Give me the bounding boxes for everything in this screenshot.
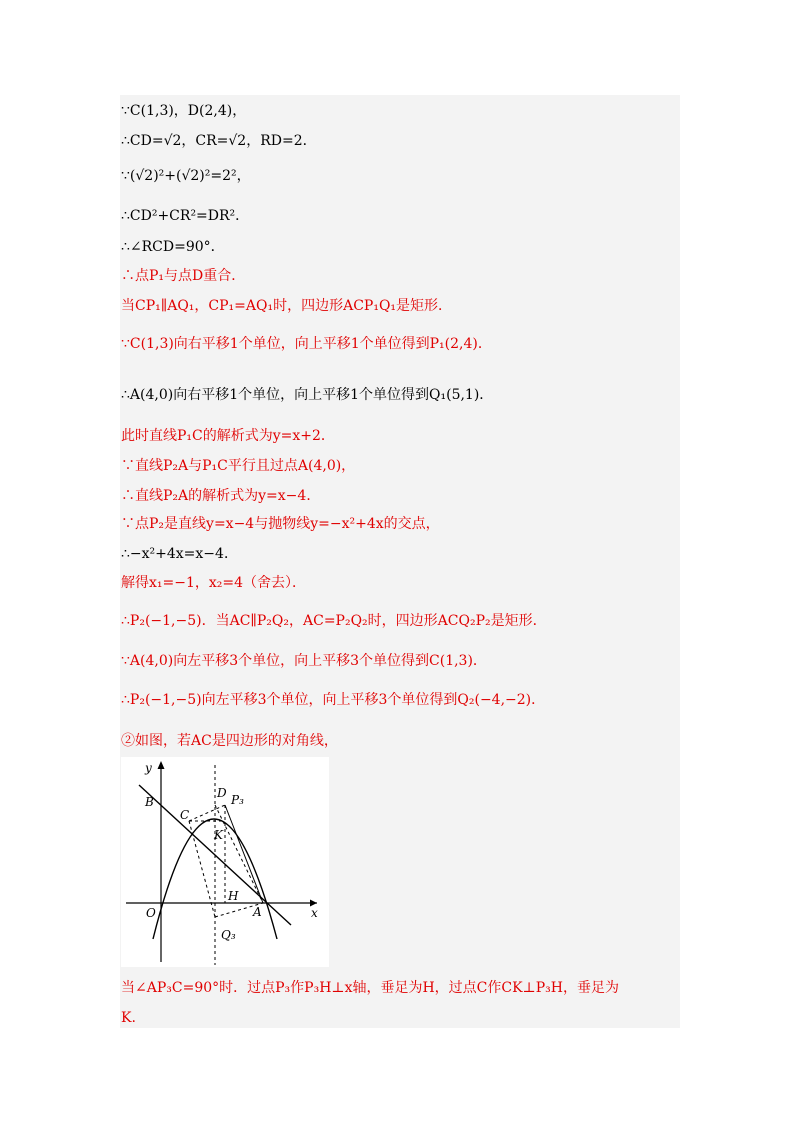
label-x: x: [311, 906, 318, 920]
text-line-11: ∵直线P₂A与P₁C平行且过点A(4,0)，: [121, 458, 356, 474]
text-line-4: ∴CD²+CR²=DR²．: [121, 208, 250, 224]
label-k: K: [214, 828, 223, 842]
label-q3: Q₃: [221, 928, 236, 942]
geometry-figure: [121, 757, 329, 967]
label-a: A: [253, 905, 262, 919]
text-line-19: ②如图，若AC是四边形的对角线，: [121, 733, 338, 749]
text-line-6: ∴点P₁与点D重合．: [121, 268, 246, 284]
label-b: B: [145, 795, 154, 809]
text-line-16: ∴P₂(−1,−5)．当AC∥P₂Q₂，AC=P₂Q₂时，四边形ACQ₂P₂是矩形．: [121, 613, 547, 629]
label-o: O: [146, 906, 156, 920]
label-d: D: [217, 786, 227, 800]
text-line-15: 解得x₁=−1，x₂=4（舍去）．: [121, 575, 307, 591]
y-axis-arrow: [158, 761, 165, 769]
text-line-1: ∵C(1,3)，D(2,4)，: [121, 103, 247, 119]
text-line-20: 当∠AP₃C=90°时．过点P₃作P₃H⊥x轴，垂足为H，过点C作CK⊥P₃H，垂足为: [121, 980, 619, 996]
text-line-8: ∵C(1,3)向右平移1个单位，向上平移1个单位得到P₁(2,4)．: [121, 336, 492, 352]
label-p3: P₃: [231, 793, 244, 807]
dashed-da: [215, 805, 263, 903]
label-c: C: [180, 808, 190, 822]
label-y: y: [145, 761, 152, 775]
text-line-21: K.: [121, 1010, 136, 1026]
text-line-10: 此时直线P₁C的解析式为y=x+2．: [121, 428, 335, 444]
figure-svg: [121, 757, 329, 967]
text-line-12: ∴直线P₂A的解析式为y=x−4．: [121, 488, 321, 504]
text-line-2: ∴CD=√2，CR=√2，RD=2．: [121, 133, 317, 149]
text-line-13: ∵点P₂是直线y=x−4与抛物线y=−x²+4x的交点，: [121, 516, 440, 532]
label-h: H: [228, 889, 239, 903]
dashed-cp3: [189, 805, 225, 821]
text-line-14: ∴−x²+4x=x−4．: [121, 546, 238, 562]
text-line-3: ∵(√2)²+(√2)²=2²，: [121, 168, 251, 184]
text-line-17: ∵A(4,0)向左平移3个单位，向上平移3个单位得到C(1,3)．: [121, 653, 487, 669]
text-line-9: ∴A(4,0)向右平移1个单位，向上平移1个单位得到Q₁(5,1)．: [121, 387, 494, 403]
text-line-18: ∴P₂(−1,−5)向左平移3个单位，向上平移3个单位得到Q₂(−4,−2)．: [121, 692, 546, 708]
text-line-5: ∴∠RCD=90°．: [121, 239, 225, 255]
text-line-7: 当CP₁∥AQ₁，CP₁=AQ₁时，四边形ACP₁Q₁是矩形．: [121, 298, 453, 314]
